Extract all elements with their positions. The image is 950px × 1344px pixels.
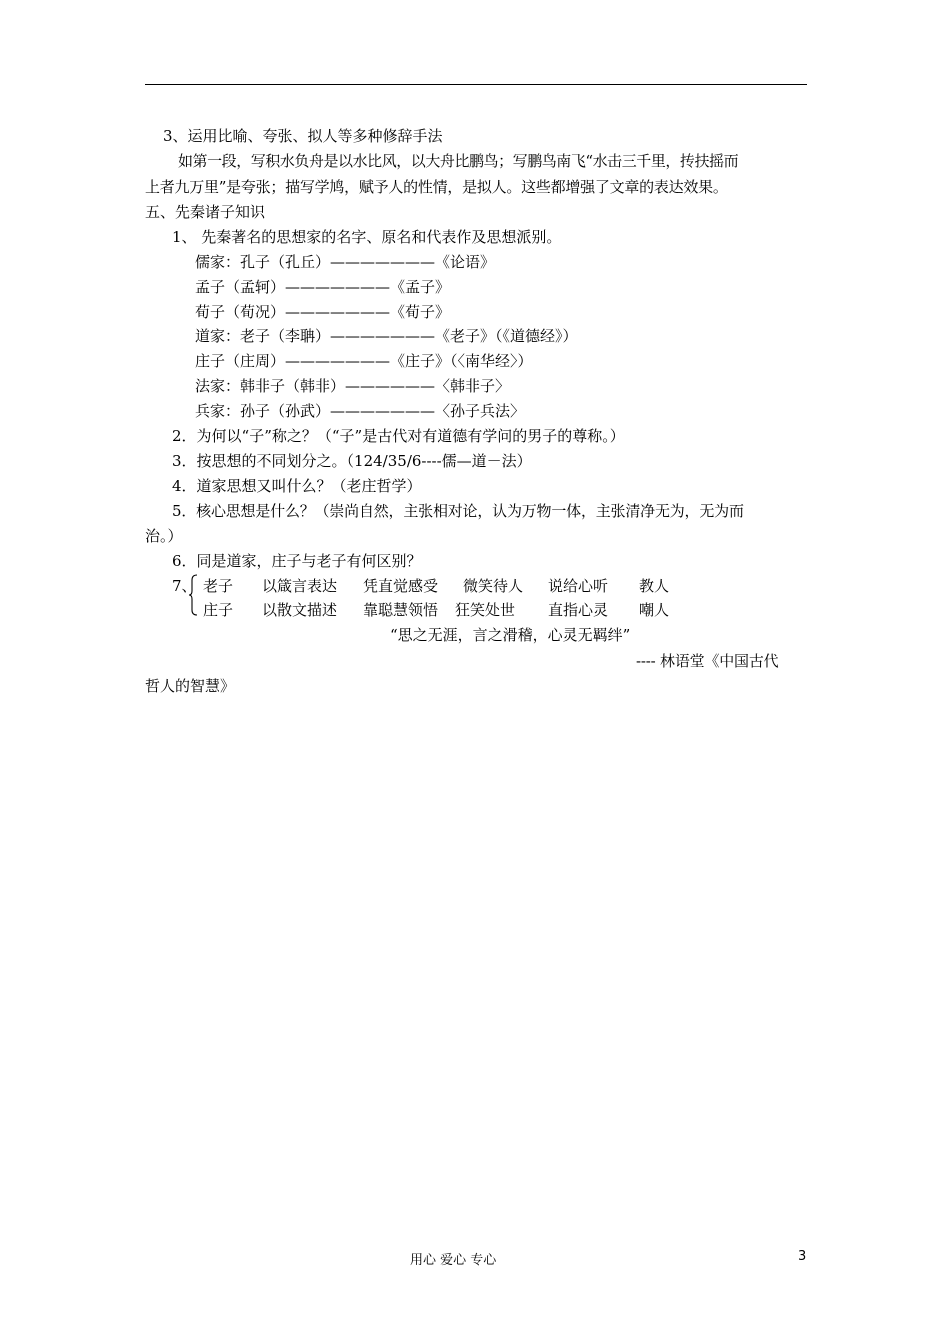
compare-cell: 凭直觉感受 [363, 577, 439, 595]
compare-cell: 以箴言表达 [262, 577, 338, 595]
thinker-entry: 道家：老子（李聃）———————《老子》（《道德经》） [195, 327, 578, 345]
compare-cell: 以散文描述 [262, 601, 338, 619]
question-item: 2．为何以“子”称之？（“子”是古代对有道德有学问的男子的尊称。） [172, 427, 625, 445]
thinker-entry: 法家：韩非子（韩非）——————〈韩非子〉 [195, 377, 511, 395]
question-item: 3．按思想的不同划分之。（124/35/6----儒—道－法） [172, 452, 532, 470]
compare-cell: 教人 [639, 577, 670, 595]
thinker-entry: 庄子（庄周）———————《庄子》（〈南华经〉） [195, 352, 533, 370]
compare-cell: 说给心听 [548, 577, 609, 595]
compare-cell: 老子 [203, 577, 234, 595]
footer-text: 用心 爱心 专心 [410, 1253, 497, 1268]
paragraph-line: 上者九万里”是夸张；描写学鸠，赋予人的性情，是拟人。这些都增强了文章的表达效果。 [145, 178, 728, 196]
list-item: 1、 先秦著名的思想家的名字、原名和代表作及思想派别。 [172, 228, 562, 246]
compare-cell: 嘲人 [639, 601, 670, 619]
question-item-continued: 治。） [145, 527, 183, 545]
question-item: 4．道家思想又叫什么？（老庄哲学） [172, 477, 422, 495]
brace-icon [189, 574, 199, 616]
compare-cell: 狂笑处世 [455, 601, 516, 619]
question-item: 5．核心思想是什么？（崇尚自然，主张相对论，认为万物一体，主张清净无为，无为而 [172, 502, 744, 520]
compare-cell: 微笑待人 [463, 577, 524, 595]
paragraph-line: 如第一段，写积水负舟是以水比风，以大舟比鹏鸟；写鹏鸟南飞“水击三千里，抟扶摇而 [178, 152, 739, 170]
thinker-entry: 孟子（孟轲）———————《孟子》 [195, 278, 451, 296]
thinker-entry: 荀子（荀况）———————《荀子》 [195, 303, 451, 321]
quote: “思之无涯，言之滑稽，心灵无羁绊” [390, 626, 631, 644]
attribution-continued: 哲人的智慧》 [145, 677, 236, 695]
thinker-entry: 儒家：孔子（孔丘）———————《论语》 [195, 253, 496, 271]
section-heading: 五、先秦诸子知识 [145, 203, 266, 221]
compare-cell: 庄子 [203, 601, 234, 619]
attribution: ---- 林语堂《中国古代 [636, 652, 779, 670]
header-rule [145, 84, 807, 85]
heading-rhetoric: 3、运用比喻、夸张、拟人等多种修辞手法 [163, 127, 443, 145]
thinker-entry: 兵家：孙子（孙武）———————〈孙子兵法〉 [195, 402, 526, 420]
compare-cell: 直指心灵 [548, 601, 609, 619]
compare-number: 7、 [172, 577, 197, 595]
question-item: 6．同是道家，庄子与老子有何区别？ [172, 552, 422, 570]
page-number: 3 [798, 1249, 807, 1264]
compare-cell: 靠聪慧领悟 [363, 601, 439, 619]
